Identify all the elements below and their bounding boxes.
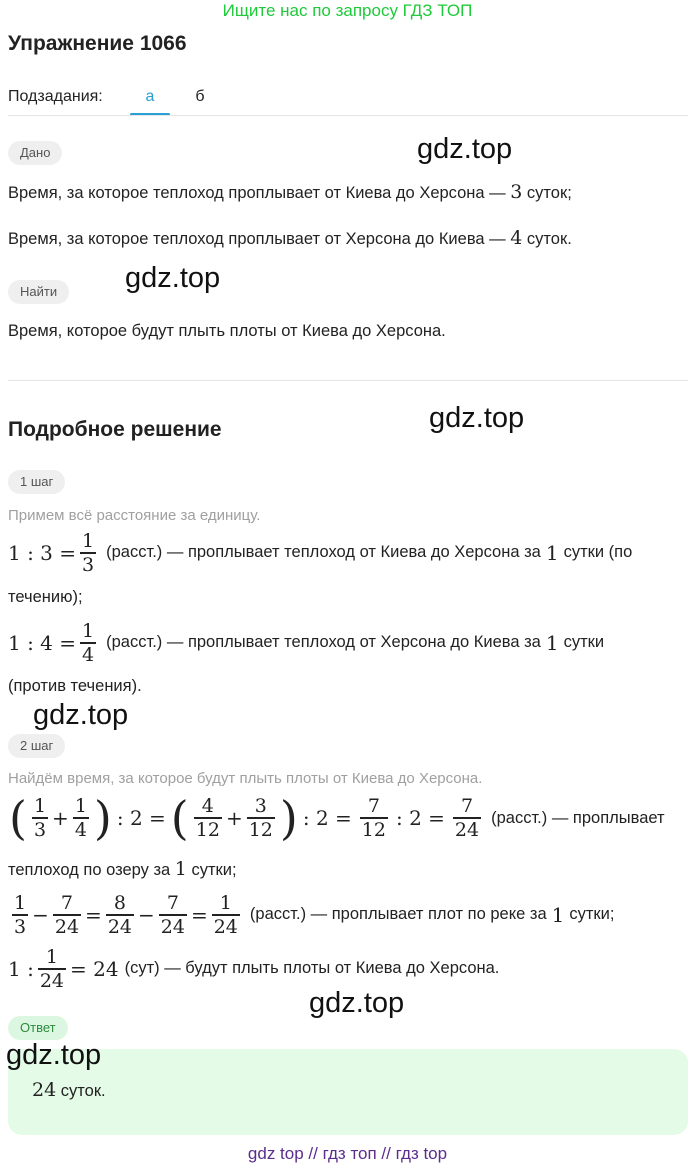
watermark: gdz.top [6, 1039, 102, 1071]
watermark: gdz.top [429, 402, 525, 434]
step-2-equation-1: ( $\frac{1}{3}$ + $\frac{1}{4}$ ) : 2 = ( $\frac{4}{12}$ + $\frac{3}{12}$ ) : 2 = $\frac{7}{12}$ : 2 = $\frac{7}{24}$ (расст.) — проплывает [9, 791, 665, 845]
watermark: gdz.top [417, 133, 513, 165]
answer-box [8, 1049, 688, 1135]
step-2-equation-2: $\frac{1}{3}$ − $\frac{7}{24}$ = $\frac{8}{24}$ − $\frac{7}{24}$ = $\frac{1}{24}$ (расст.) — проплывает плот по реке за 1 сутки; [14, 892, 615, 938]
section-divider [8, 380, 688, 381]
subtasks-bar [8, 86, 688, 118]
tab-b[interactable]: б [195, 88, 205, 105]
footer-links[interactable]: gdz top // гдз топ // гдз top [247, 1144, 448, 1163]
subtasks-label: Подзадания: [8, 88, 103, 105]
step-1-hint: Примем всё расстояние за единицу. [8, 507, 261, 524]
find-text: Время, которое будут плыть плоты от Киева до Херсона. [8, 322, 446, 340]
step-1-equation-2: 1 : 4 = $\frac{1}{4}$ (расст.) — проплывает теплоход от Херсона до Киева за 1 сутки [8, 620, 605, 666]
step-1-equation-2-cont: (против течения). [8, 677, 142, 695]
given-line-1: Время, за которое теплоход проплывает от Киева до Херсона — 3 суток; [8, 181, 572, 203]
subtasks-divider [8, 115, 688, 116]
step-2-badge: 2 шаг [8, 734, 65, 758]
watermark: gdz.top [125, 262, 221, 294]
search-banner: Ищите нас по запросу ГДЗ ТОП [222, 1, 473, 20]
exercise-title: Упражнение 1066 [8, 32, 187, 55]
given-badge: Дано [8, 141, 62, 165]
solution-title: Подробное решение [8, 418, 222, 441]
given-line-2: Время, за которое теплоход проплывает от Херсона до Киева — 4 суток. [8, 227, 572, 249]
answer-badge: Ответ [8, 1016, 68, 1040]
find-badge: Найти [8, 280, 69, 304]
step-1-badge: 1 шаг [8, 470, 65, 494]
fraction: $\frac{1}{3}$ [82, 530, 95, 576]
step-1-equation-1: 1 : 3 = $\frac{1}{3}$ (расст.) — проплывает теплоход от Киева до Херсона за 1 сутки (по [8, 530, 633, 576]
watermark: gdz.top [33, 699, 129, 731]
step-2-hint: Найдём время, за которое будут плыть плоты от Киева до Херсона. [8, 770, 483, 787]
step-1-equation-1-cont: течению); [8, 588, 83, 606]
step-2-equation-3: 1 : $\frac{1}{24}$ = 24 (сут) — будут плыть плоты от Киева до Херсона. [8, 946, 500, 992]
tab-a[interactable]: а [145, 88, 155, 105]
fraction: $\frac{1}{4}$ [82, 620, 95, 666]
watermark: gdz.top [309, 987, 405, 1019]
step-2-equation-1-cont: теплоход по озеру за 1 сутки; [8, 858, 237, 880]
answer-text: 24 суток. [32, 1079, 106, 1101]
